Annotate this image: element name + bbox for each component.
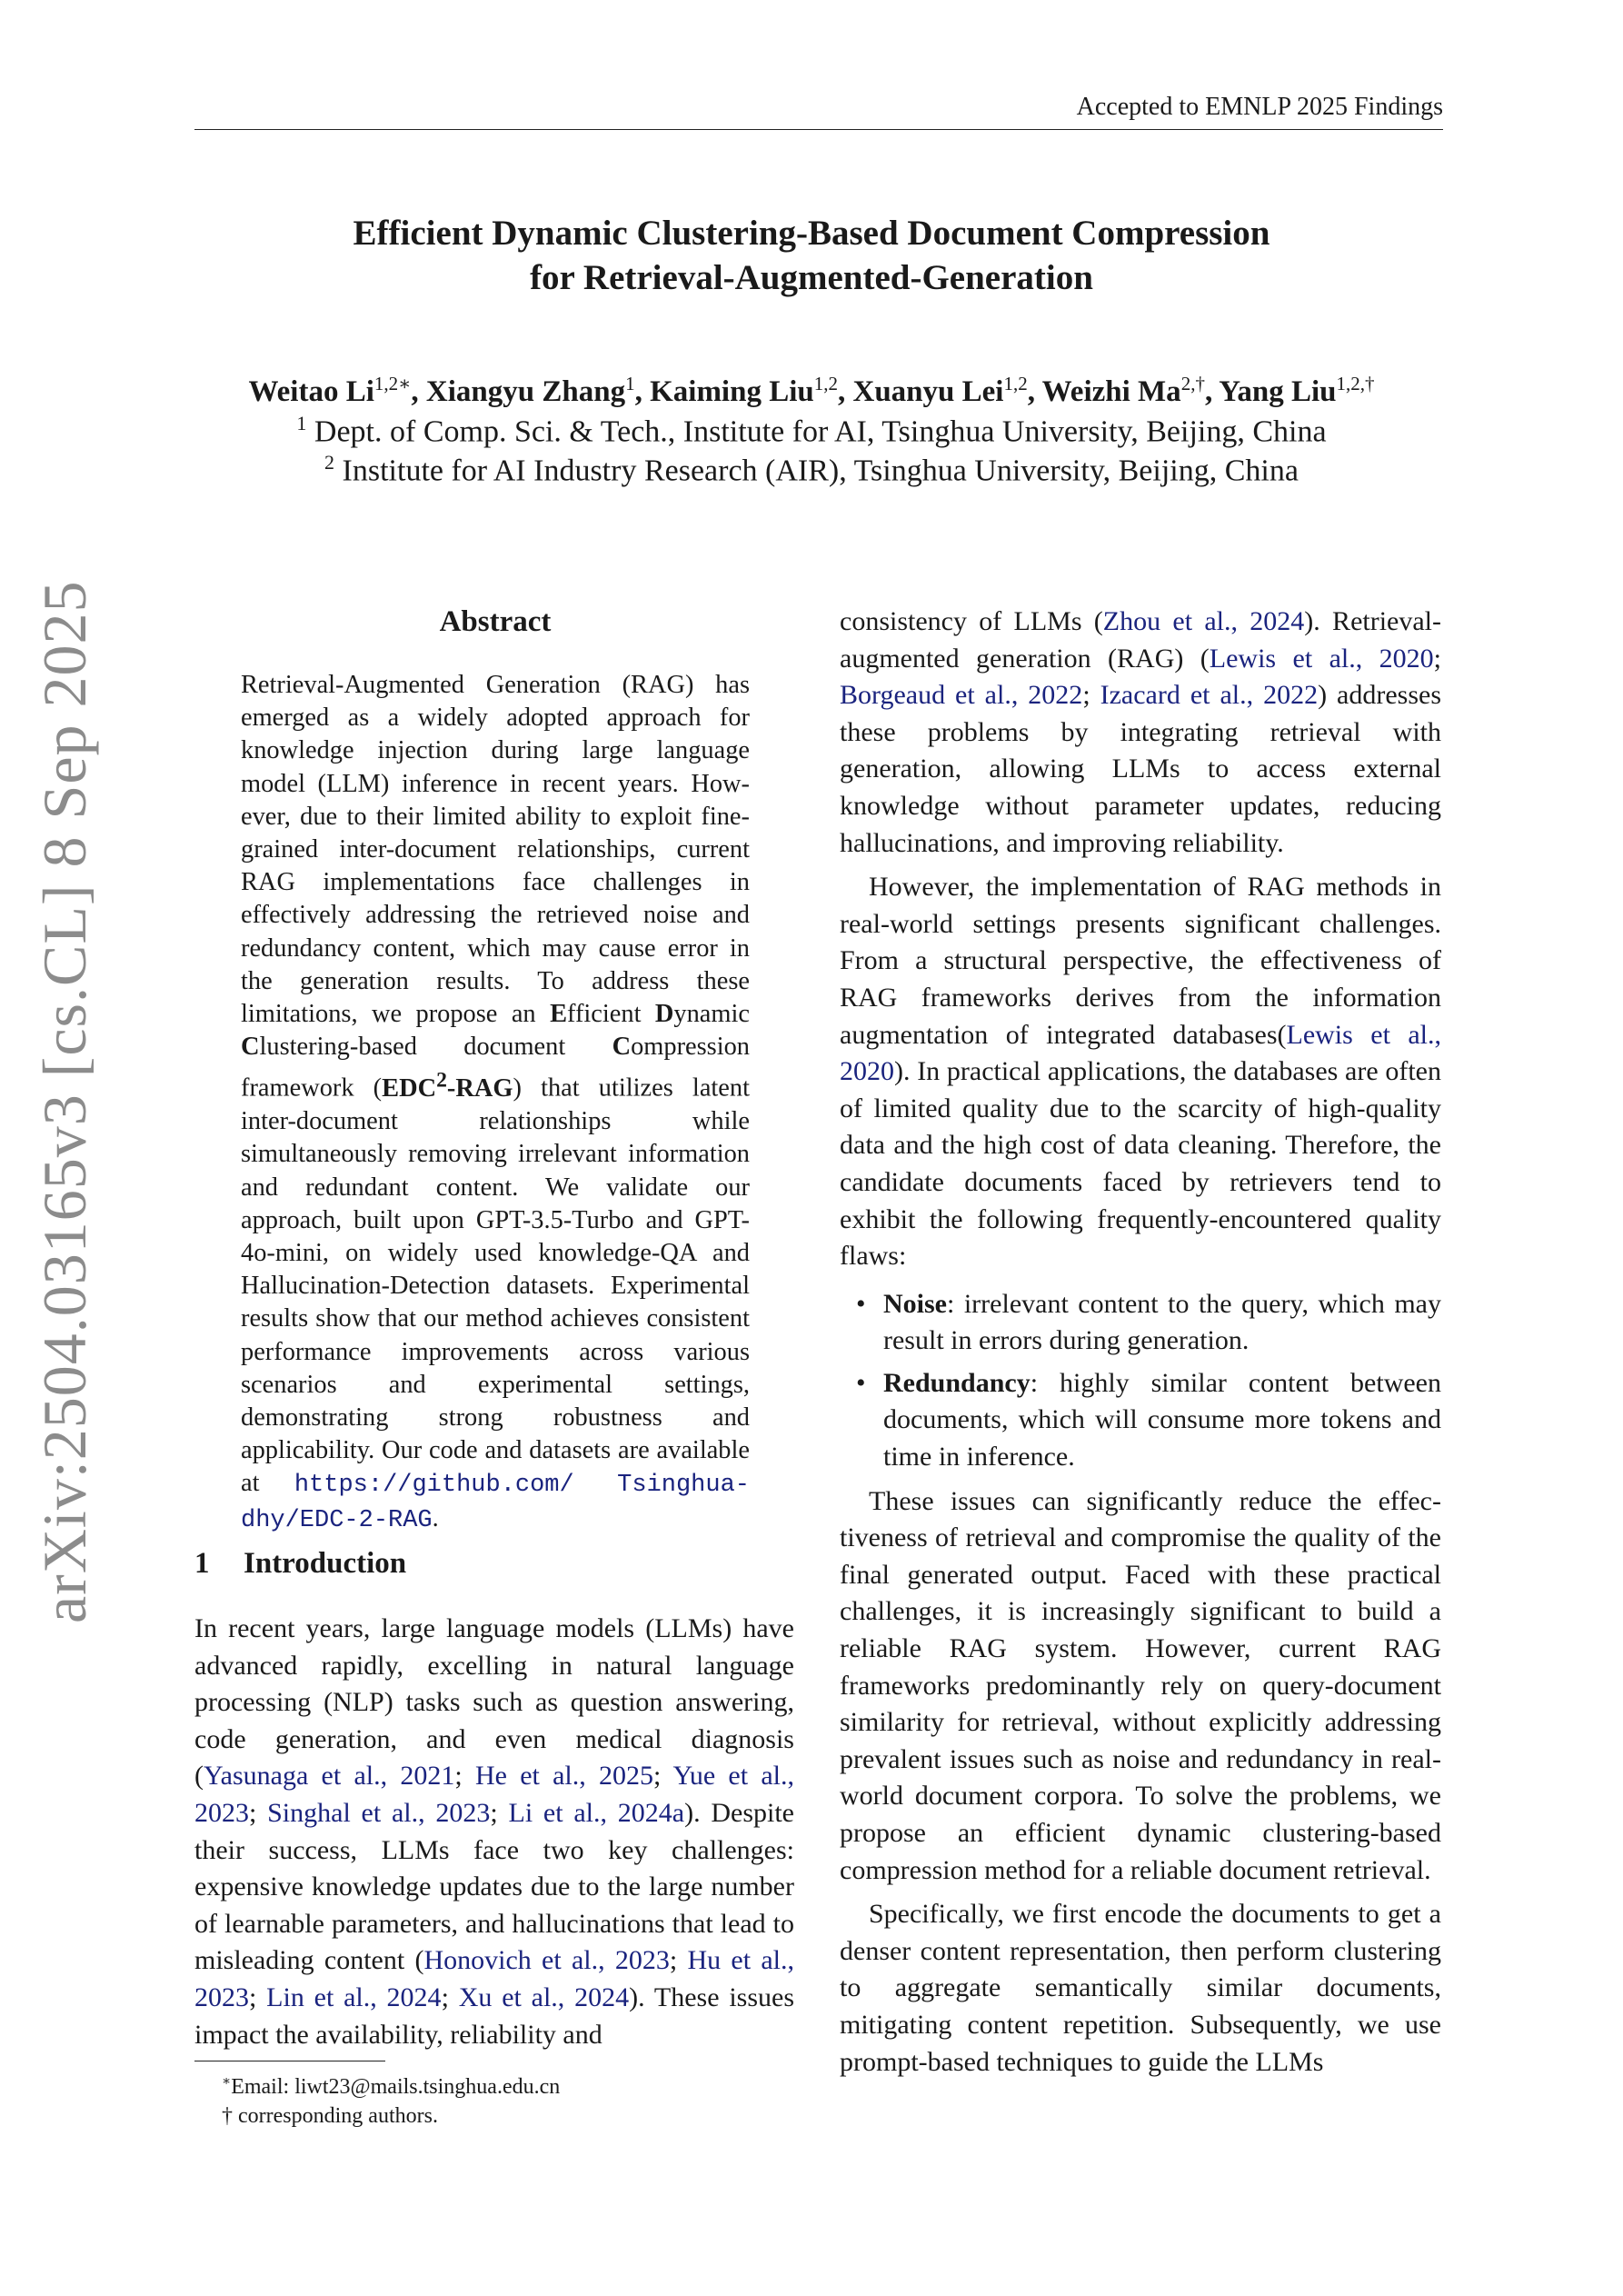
quality-flaws-list: [840, 1286, 1441, 1476]
body-text: In recent years, large language models (LLMs) have advanced rapidly, excelling in natural language processing (NLP) tasks such as question answering, code generation, and even medical diagnosis (: [194, 1613, 794, 1792]
body-text: ;: [441, 1982, 459, 2012]
footnote-text: Email: liwt23@mails.tsinghua.edu.cn: [231, 2075, 561, 2099]
body-text: consistency of LLMs (: [840, 606, 1103, 636]
author-name: Xuanyu Lei: [852, 375, 1004, 408]
paragraph: Specifically, we first encode the documents to get a denser content representation, then perform clustering to aggregate semantically similar documents, mitigating content repetition. Subsequently, we use prompt-based techniques to guide the LLMs: [840, 1899, 1441, 2077]
list-item: [840, 1365, 1441, 1476]
abstract-bold: E: [550, 1000, 567, 1029]
footnote-corresponding: † corresponding authors.: [222, 2104, 438, 2128]
code-url-link[interactable]: https://github.com/ Tsinghua-dhy/EDC-2-RAG: [241, 1472, 750, 1534]
author-name: Kaiming Liu: [650, 375, 814, 408]
acronym-sup: 2: [436, 1068, 447, 1093]
section-title: Introduction: [244, 1547, 407, 1580]
citation-link[interactable]: Borgeaud et al., 2022: [840, 680, 1083, 711]
header-rule: [194, 129, 1443, 130]
citation-link[interactable]: Singhal et al., 2023: [267, 1797, 491, 1828]
citation-link[interactable]: Izacard et al., 2022: [1100, 680, 1319, 711]
author-mark: 1,2: [1003, 373, 1028, 394]
abstract-bold: C: [241, 1033, 260, 1062]
bullet-icon: •: [856, 1288, 866, 1319]
citation-link[interactable]: He et al., 2025: [474, 1761, 654, 1792]
acronym-part: EDC: [382, 1073, 437, 1103]
list-term: Noise: [883, 1288, 947, 1319]
footnotes: [222, 2067, 560, 2131]
author-mark: 1,2∗: [373, 373, 412, 394]
body-text: ). These issues impact the availability, reliability and: [194, 1982, 795, 2050]
author-name: Weitao Li: [248, 375, 374, 408]
affiliation-mark: 1: [296, 412, 307, 434]
author-name: Yang Liu: [1219, 375, 1337, 408]
citation-link[interactable]: Honovich et al., 2023: [423, 1945, 670, 1976]
citation-link[interactable]: Lewis et al., 2020: [1209, 643, 1434, 674]
body-text: ;: [653, 1761, 673, 1792]
citation-link[interactable]: Li et al., 2024a: [508, 1797, 685, 1828]
author-name: Xiangyu Zhang: [425, 375, 626, 408]
body-text: ;: [669, 1945, 688, 1976]
title-line-2: for Retrieval-Augmented-Generation: [530, 258, 1093, 297]
acronym-part: -RAG: [446, 1073, 513, 1103]
affiliation-text: Dept. of Comp. Sci. & Tech., Institute for AI, Tsinghua University, Beijing, China: [314, 414, 1327, 449]
bullet-icon: •: [856, 1367, 866, 1398]
body-text: ) addresses these problems by integrating retrieval with generation, allowing LLMs to access external knowledge without parameter updates, reducing hallucinations, and improving reliability.: [840, 680, 1442, 858]
body-text: ). Retrieval-augmented generation (RAG) (: [840, 606, 1441, 674]
list-term: Redundancy: [883, 1367, 1031, 1398]
citation-link[interactable]: Xu et al., 2024: [458, 1982, 630, 2012]
right-column: [840, 604, 1441, 2081]
citation-link[interactable]: Yue et al., 2023: [194, 1761, 794, 1828]
abstract-text: Retrieval-Augmented Generation (RAG) has emerged as a widely adopted approach for knowledge injection during large language model (LLM) inference in recent years. However, due to their limited ability to exploit fine-grained inter-document relationships, current RAG implementations face challenges in effectively addressing the retrieved noise and redundancy content, which may cause error in the generation results. To address these limitations, we propose an: [241, 671, 750, 1029]
abstract-text: .: [432, 1503, 439, 1532]
body-text: ). Despite their success, LLMs face two key challenges: expensive knowledge updates due to the large number of learnable parameters, and hallucinations that lead to misleading content (: [194, 1797, 794, 1976]
abstract-bold: C: [612, 1033, 632, 1062]
title-line-1: Efficient Dynamic Clustering-Based Document Compression: [353, 214, 1270, 253]
list-text: : highly similar content between documents, which will consume more tokens and time in inference.: [883, 1367, 1441, 1472]
arxiv-stamp: arXiv:2504.03165v3 [cs.CL] 8 Sep 2025: [30, 580, 99, 1623]
footnote-email: [222, 2067, 560, 2101]
abstract-text: ynamic: [673, 1000, 750, 1029]
abstract-text: ompression framework (: [241, 1033, 750, 1103]
author-mark: 1,2: [813, 373, 838, 394]
abstract-text: fficient: [567, 1000, 655, 1029]
abstract-text: ) that utilizes latent inter-document relationships while simultaneously removing irrelevant information and redundant content. We validate our approach, built upon GPT-3.5-Turbo and GPT-4o-mini, on widely used knowledge-QA and Hallucination-Detection datasets. Experimental results show that our method achieves consistent performance improvements across various scenarios and experimental settings, demonstrating strong robustness and applicability. Our code and datasets are available at: [241, 1073, 750, 1498]
paragraph: These issues can significantly reduce the effectiveness of retrieval and compromise the quality of the final generated output. Faced with these practical challenges, it is increasingly significant to build a reliable RAG system. However, current RAG frameworks predominantly rely on query-document similarity for retrieval, without explicitly addressing prevalent issues such as noise and redundancy in real-world document corpora. To solve the problems, we propose an efficient dynamic clustering-based compression method for a reliable document retrieval.: [840, 1485, 1441, 1885]
abstract-heading: Abstract: [439, 605, 552, 638]
citation-link[interactable]: Zhou et al., 2024: [1102, 606, 1305, 636]
citation-link[interactable]: Hu et al., 2023: [194, 1945, 794, 2012]
body-text: ;: [490, 1797, 509, 1828]
citation-link[interactable]: Lin et al., 2024: [266, 1982, 442, 2012]
citation-link[interactable]: Yasunaga et al., 2021: [204, 1761, 455, 1792]
body-text: ;: [1433, 643, 1441, 674]
abstract-text: lustering-based document: [259, 1033, 612, 1062]
list-item: [840, 1286, 1441, 1360]
body-text: ;: [249, 1797, 268, 1828]
footnote-mark: ∗: [222, 2074, 232, 2089]
affiliation-text: Institute for AI Industry Research (AIR), Tsinghua University, Beijing, China: [342, 454, 1299, 488]
author-mark: 1: [625, 373, 635, 394]
method-acronym: [382, 1068, 513, 1103]
body-text: ;: [249, 1982, 267, 2012]
list-text: : irrelevant content to the query, which may result in errors during generation.: [883, 1288, 1441, 1356]
author-name: Weizhi Ma: [1041, 375, 1181, 408]
section-number: 1: [194, 1547, 210, 1580]
abstract-bold: D: [654, 1000, 674, 1029]
abstract-body: [241, 669, 750, 1537]
venue-note: Accepted to EMNLP 2025 Findings: [1076, 93, 1443, 121]
body-text: ). In practical applications, the databases are often of limited quality due to the scarcity of high-quality data and the high cost of data cleaning. Therefore, the candidate documents faced by retrievers tend to exhibit the following frequently-encountered quality flaws:: [840, 1056, 1441, 1272]
author-mark: 2,†: [1180, 373, 1205, 394]
section-heading: [194, 1547, 406, 1581]
body-text: ;: [1082, 680, 1100, 711]
citation-link[interactable]: Lewis et al., 2020: [840, 1019, 1442, 1087]
author-list: Weitao $Li^{1,2∗}$, Xiangyu Zhang$^1$, Kaiming Liu$^{1,2}$, Xuanyu Lei$^{1,2}$, Weizhi $Ma^{2,\dagger}$, Yang Liu$^{1,2,\dagger}$: [248, 373, 1375, 408]
body-text: ;: [454, 1761, 475, 1792]
body-text: However, the implementation of RAG methods in real-world settings presents significant challenges. From a structural perspective, the effectiveness of RAG frameworks derives from the information augmentation of integrated databases(: [840, 872, 1441, 1050]
author-mark: 1,2,†: [1336, 373, 1375, 394]
affiliation-2: [0, 443, 1623, 491]
affiliation-mark: 2: [324, 451, 335, 474]
paper-title: [0, 211, 1623, 300]
intro-body: [194, 1611, 794, 2053]
